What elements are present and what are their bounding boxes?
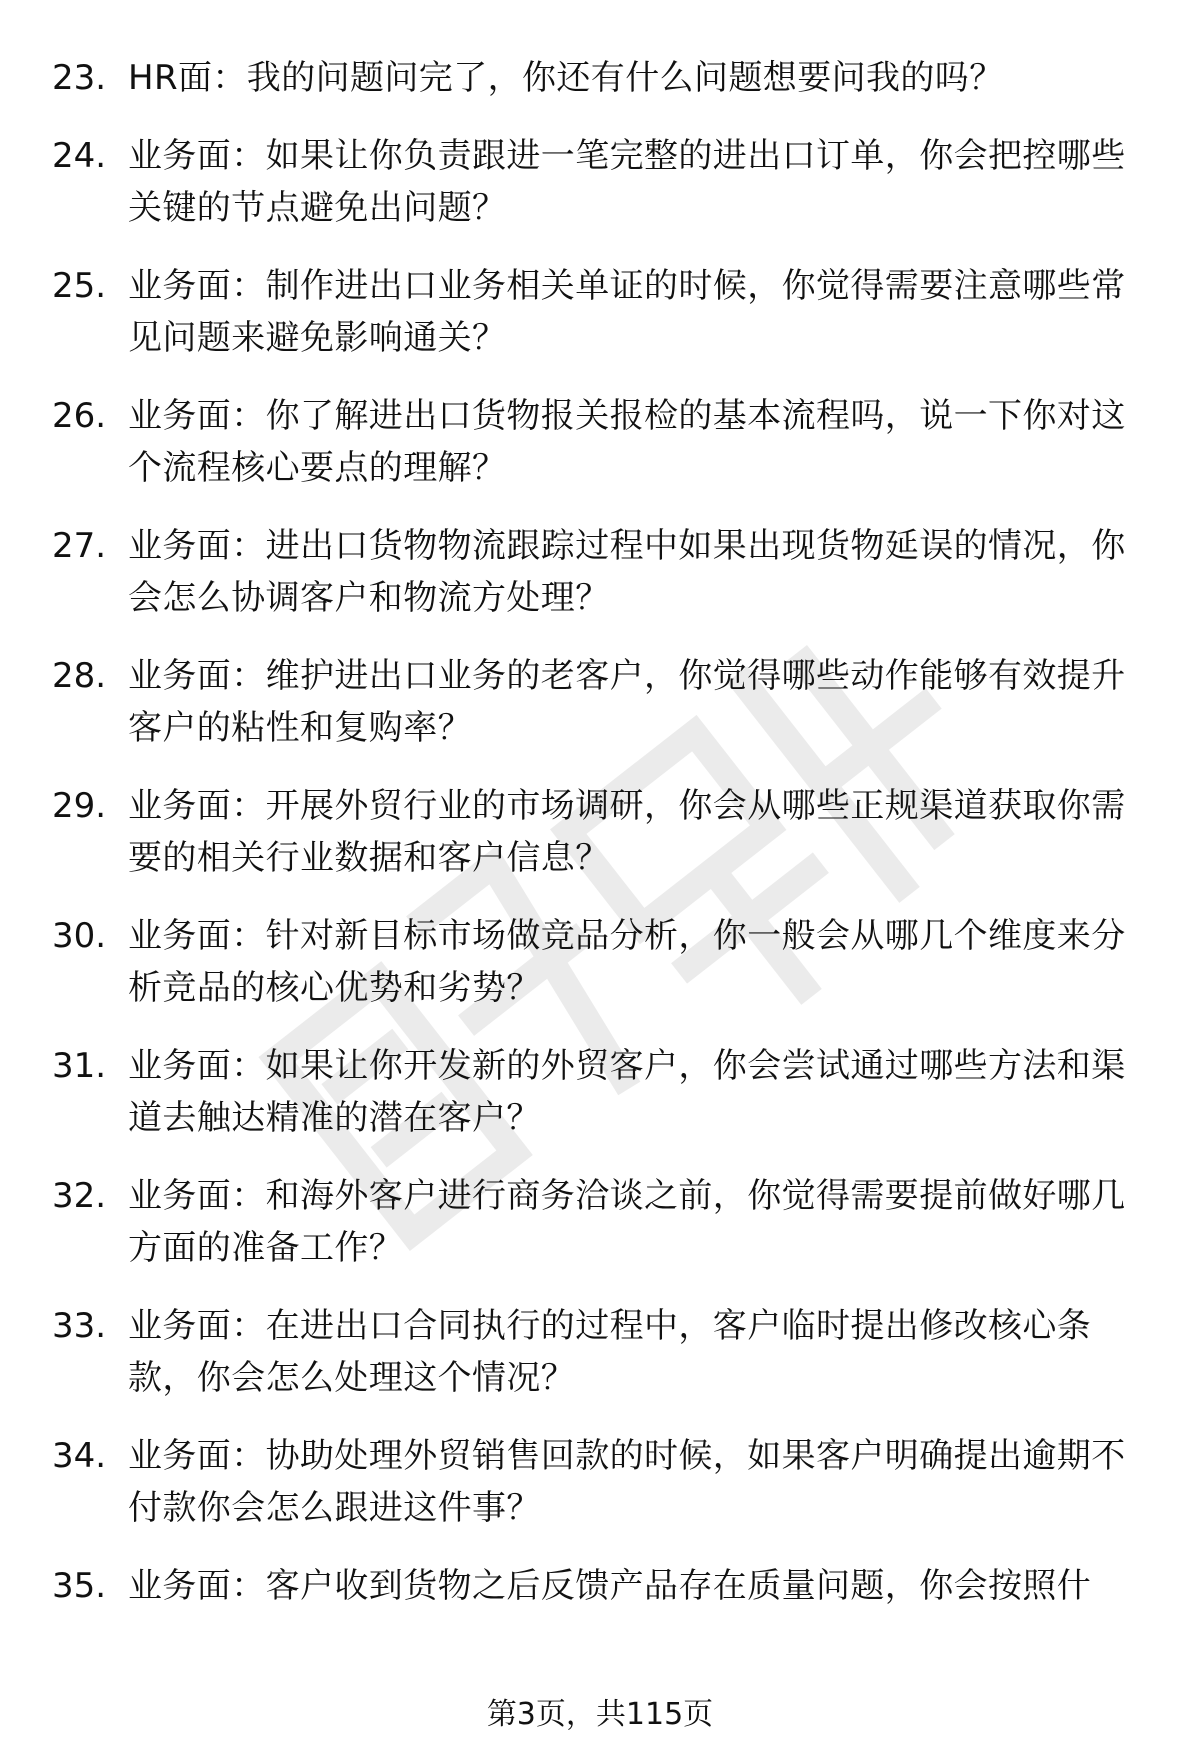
question-text: 业务面：进出口货物物流跟踪过程中如果出现货物延误的情况，你会怎么协调客户和物流方处理？ (128, 526, 1126, 618)
question-text: 业务面：针对新目标市场做竞品分析，你一般会从哪几个维度来分析竞品的核心优势和劣势？ (128, 916, 1126, 1008)
question-text: 业务面：如果让你开发新的外贸客户，你会尝试通过哪些方法和渠道去触达精准的潜在客户？ (128, 1046, 1126, 1138)
question-number: 30. (52, 916, 107, 956)
question-text: 业务面：维护进出口业务的老客户，你觉得哪些动作能够有效提升客户的粘性和复购率？ (128, 656, 1126, 748)
question-number: 25. (52, 266, 107, 306)
question-text: 业务面：制作进出口业务相关单证的时候，你觉得需要注意哪些常见问题来避免影响通关？ (128, 266, 1126, 358)
question-text: 业务面：和海外客户进行商务洽谈之前，你觉得需要提前做好哪几方面的准备工作？ (128, 1176, 1126, 1268)
question-text: 业务面：开展外贸行业的市场调研，你会从哪些正规渠道获取你需要的相关行业数据和客户信息？ (128, 786, 1126, 878)
question-text: 业务面：在进出口合同执行的过程中，客户临时提出修改核心条款，你会怎么处理这个情况？ (128, 1306, 1092, 1398)
question-text: 业务面：协助处理外贸销售回款的时候，如果客户明确提出逾期不付款你会怎么跟进这件事？ (128, 1436, 1126, 1528)
question-text: 业务面：你了解进出口货物报关报检的基本流程吗，说一下你对这个流程核心要点的理解？ (128, 396, 1126, 488)
question-number: 33. (52, 1306, 107, 1346)
question-number: 23. (52, 58, 107, 98)
question-text: 业务面：客户收到货物之后反馈产品存在质量问题，你会按照什 (128, 1566, 1092, 1606)
question-number: 32. (52, 1176, 107, 1216)
question-number: 26. (52, 396, 107, 436)
question-number: 35. (52, 1566, 107, 1606)
question-number: 27. (52, 526, 107, 566)
question-text: 业务面：如果让你负责跟进一笔完整的进出口订单，你会把控哪些关键的节点避免出问题？ (128, 136, 1126, 228)
question-number: 24. (52, 136, 107, 176)
question-number: 29. (52, 786, 107, 826)
question-number: 28. (52, 656, 107, 696)
question-number: 31. (52, 1046, 107, 1086)
question-number: 34. (52, 1436, 107, 1476)
page-footer: 第3页，共115页 (486, 1697, 714, 1732)
question-text: HR面：我的问题问完了，你还有什么问题想要问我的吗？ (128, 58, 1004, 98)
